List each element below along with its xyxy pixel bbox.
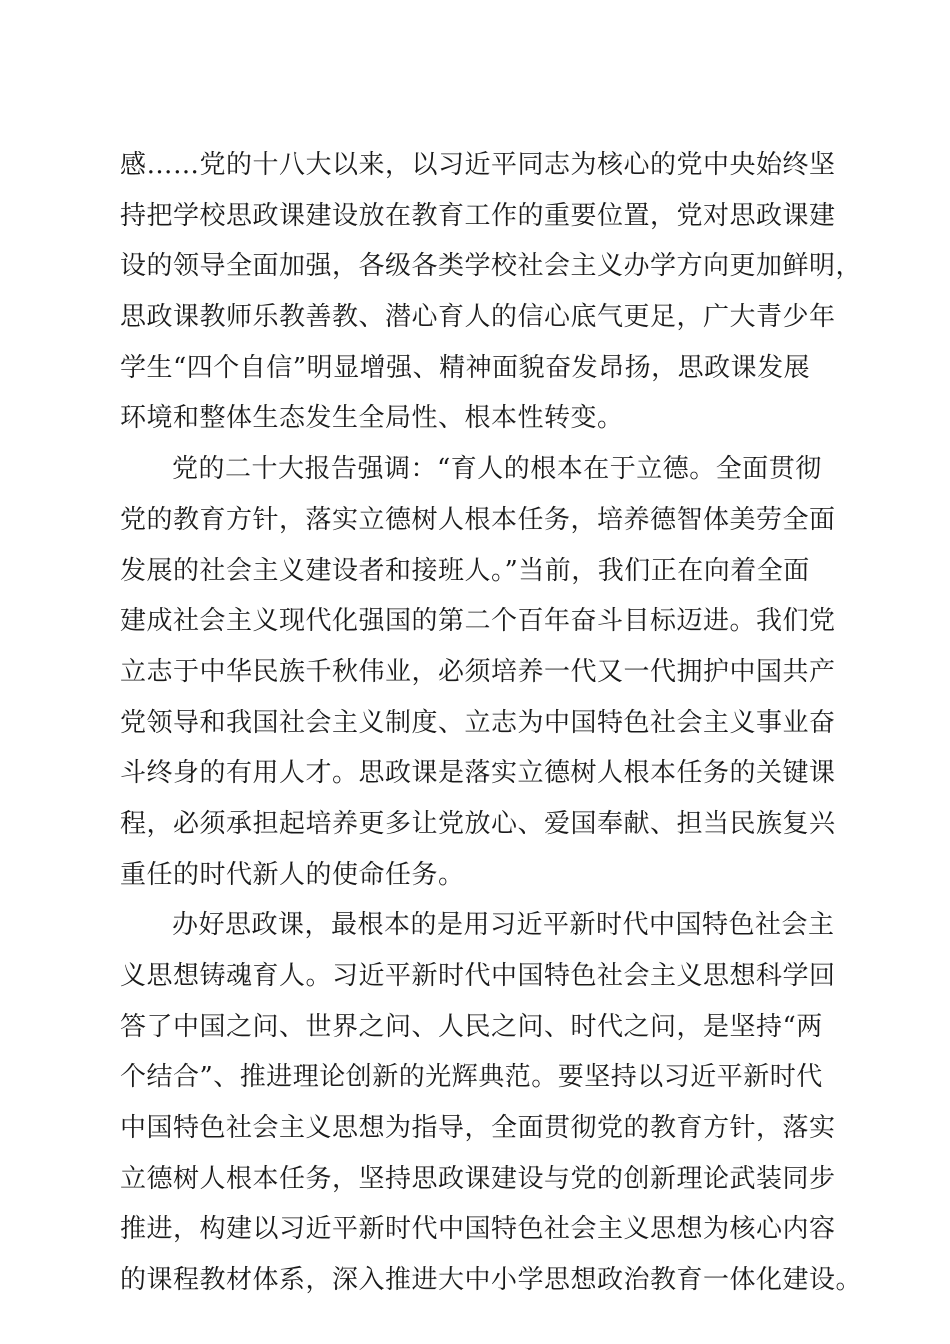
paragraph-line: 程，必须承担起培养更多让党放心、爱国奉献、担当民族复兴 [120,808,836,839]
paragraph-line: 立志于中华民族千秋伟业，必须培养一代又一代拥护中国共产 [120,656,836,687]
paragraph-line: 立德树人根本任务，坚持思政课建设与党的创新理论武装同步 [120,1163,836,1194]
paragraph-line: 义思想铸魂育人。习近平新时代中国特色社会主义思想科学回 [120,961,836,991]
paragraph-line: 的课程教材体系，深入推进大中小学思想政治教育一体化建设。 [120,1265,863,1296]
paragraph-3 [120,900,863,1306]
paragraph-line: 环境和整体生态发生全局性、根本性转变。 [120,403,624,434]
paragraph-line: 党的二十大报告强调：“育人的根本在于立德。全面贯彻 [172,454,822,485]
paragraph-line: 学生“四个自信”明显增强、精神面貌奋发昂扬，思政课发展 [120,352,811,383]
paragraph-line: 感……党的十八大以来，以习近平同志为核心的党中央始终坚 [120,150,836,180]
paragraph-line: 中国特色社会主义思想为指导，全面贯彻党的教育方针，落实 [120,1113,836,1144]
paragraph-line: 党的教育方针，落实立德树人根本任务，培养德智体美劳全面 [120,504,836,535]
paragraph-line: 办好思政课，最根本的是用习近平新时代中国特色社会主 [172,910,835,941]
paragraph-line: 持把学校思政课建设放在教育工作的重要位置，党对思政课建 [120,200,836,231]
document-body [120,140,863,1306]
paragraph-line: 党领导和我国社会主义制度、立志为中国特色社会主义事业奋 [120,707,836,738]
paragraph-line: 发展的社会主义建设者和接班人。”当前，我们正在向着全面 [120,555,810,586]
paragraph-1 [120,140,863,444]
paragraph-line: 重任的时代新人的使命任务。 [120,859,465,890]
paragraph-line: 斗终身的有用人才。思政课是落实立德树人根本任务的关键课 [120,758,836,789]
paragraph-2 [120,444,836,900]
paragraph-line: 建成社会主义现代化强国的第二个百年奋斗目标迈进。我们党 [120,606,836,637]
paragraph-line: 答了中国之问、世界之问、人民之问、时代之问，是坚持“两 [120,1011,823,1042]
paragraph-line: 推进，构建以习近平新时代中国特色社会主义思想为核心内容 [120,1214,836,1245]
paragraph-line: 设的领导全面加强，各级各类学校社会主义办学方向更加鲜明， [120,251,863,282]
paragraph-line: 思政课教师乐教善教、潜心育人的信心底气更足，广大青少年 [120,302,836,333]
paragraph-line: 个结合”、推进理论创新的光辉典范。要坚持以习近平新时代 [120,1062,823,1093]
